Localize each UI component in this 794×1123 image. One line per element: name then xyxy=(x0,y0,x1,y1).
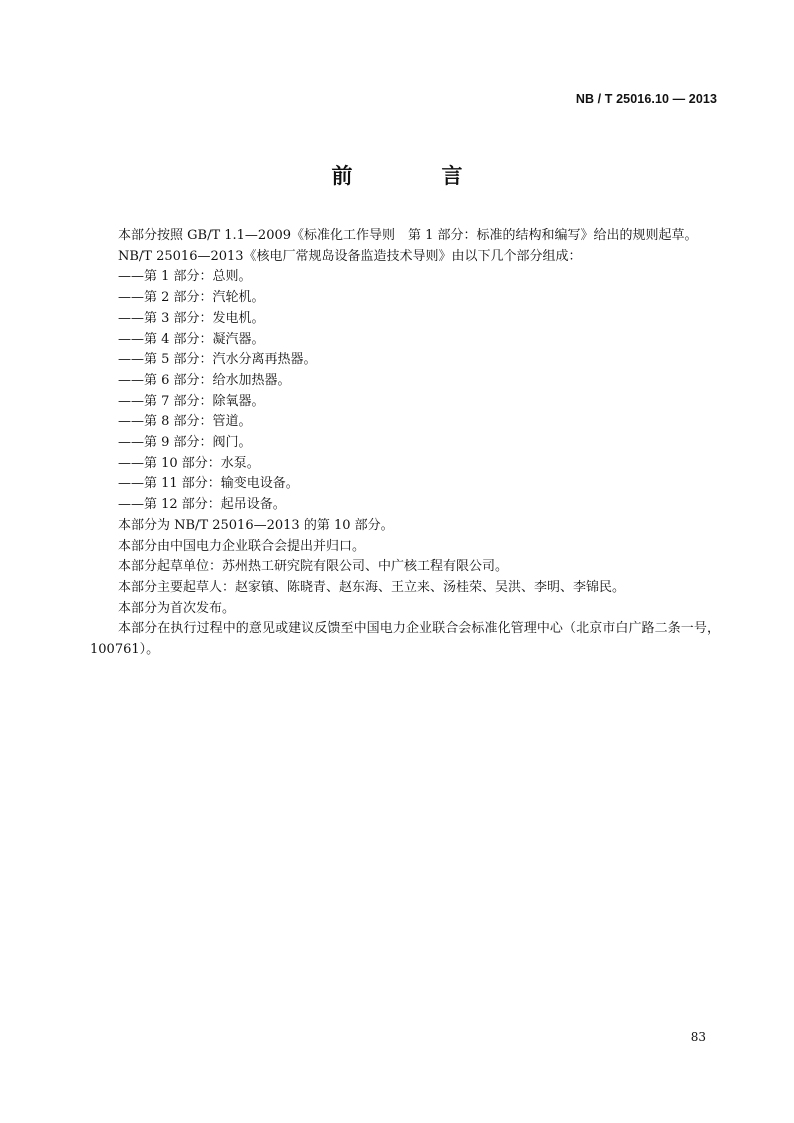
part-list-item: ——第 1 部分：总则。 xyxy=(118,269,252,285)
part-list-item: ——第 3 部分：发电机。 xyxy=(118,310,265,326)
drafting-units-statement: 本部分起草单位：苏州热工研究院有限公司、中广核工程有限公司。 xyxy=(118,559,509,575)
page-number: 83 xyxy=(690,1030,706,1044)
feedback-statement: 本部分在执行过程中的意见或建议反馈至中国电力企业联合会标准化管理中心（北京市白广路二条一号，100761）。 xyxy=(90,621,720,658)
part-list-item: ——第 11 部分：输变电设备。 xyxy=(118,476,299,492)
part-list-item: ——第 7 部分：除氧器。 xyxy=(118,393,265,409)
foreword-body xyxy=(90,226,720,661)
part-list-item: ——第 4 部分：凝汽器。 xyxy=(118,331,265,347)
proposed-by-statement: 本部分由中国电力企业联合会提出并归口。 xyxy=(118,538,366,554)
part-list-item: ——第 6 部分：给水加热器。 xyxy=(118,372,291,388)
part-list-item: ——第 8 部分：管道。 xyxy=(118,414,252,430)
intro-paragraph-2: NB/T 25016—2013《核电厂常规岛设备监造技术导则》由以下几个部分组成： xyxy=(118,248,582,264)
intro-paragraph-1: 本部分按照 GB/T 1.1—2009《标准化工作导则 第 1 部分：标准的结构和编写》给出的规则起草。 xyxy=(118,228,698,243)
drafters-statement: 本部分主要起草人：赵家镇、陈晓青、赵东海、王立来、汤桂荣、吴洪、李明、李锦民。 xyxy=(118,579,626,595)
part-list-item: ——第 12 部分：起吊设备。 xyxy=(118,497,286,513)
part-list-item: ——第 9 部分：阀门。 xyxy=(118,435,252,451)
part-of-statement: 本部分为 NB/T 25016—2013 的第 10 部分。 xyxy=(118,517,394,533)
page-title: 前 言 xyxy=(331,164,497,188)
part-list-item: ——第 2 部分：汽轮机。 xyxy=(118,290,265,306)
part-list-item: ——第 5 部分：汽水分离再热器。 xyxy=(118,352,317,368)
part-list-item: ——第 10 部分：水泵。 xyxy=(118,455,260,471)
first-release-statement: 本部分为首次发布。 xyxy=(118,600,236,616)
standard-code: NB / T 25016.10 — 2013 xyxy=(575,92,717,106)
